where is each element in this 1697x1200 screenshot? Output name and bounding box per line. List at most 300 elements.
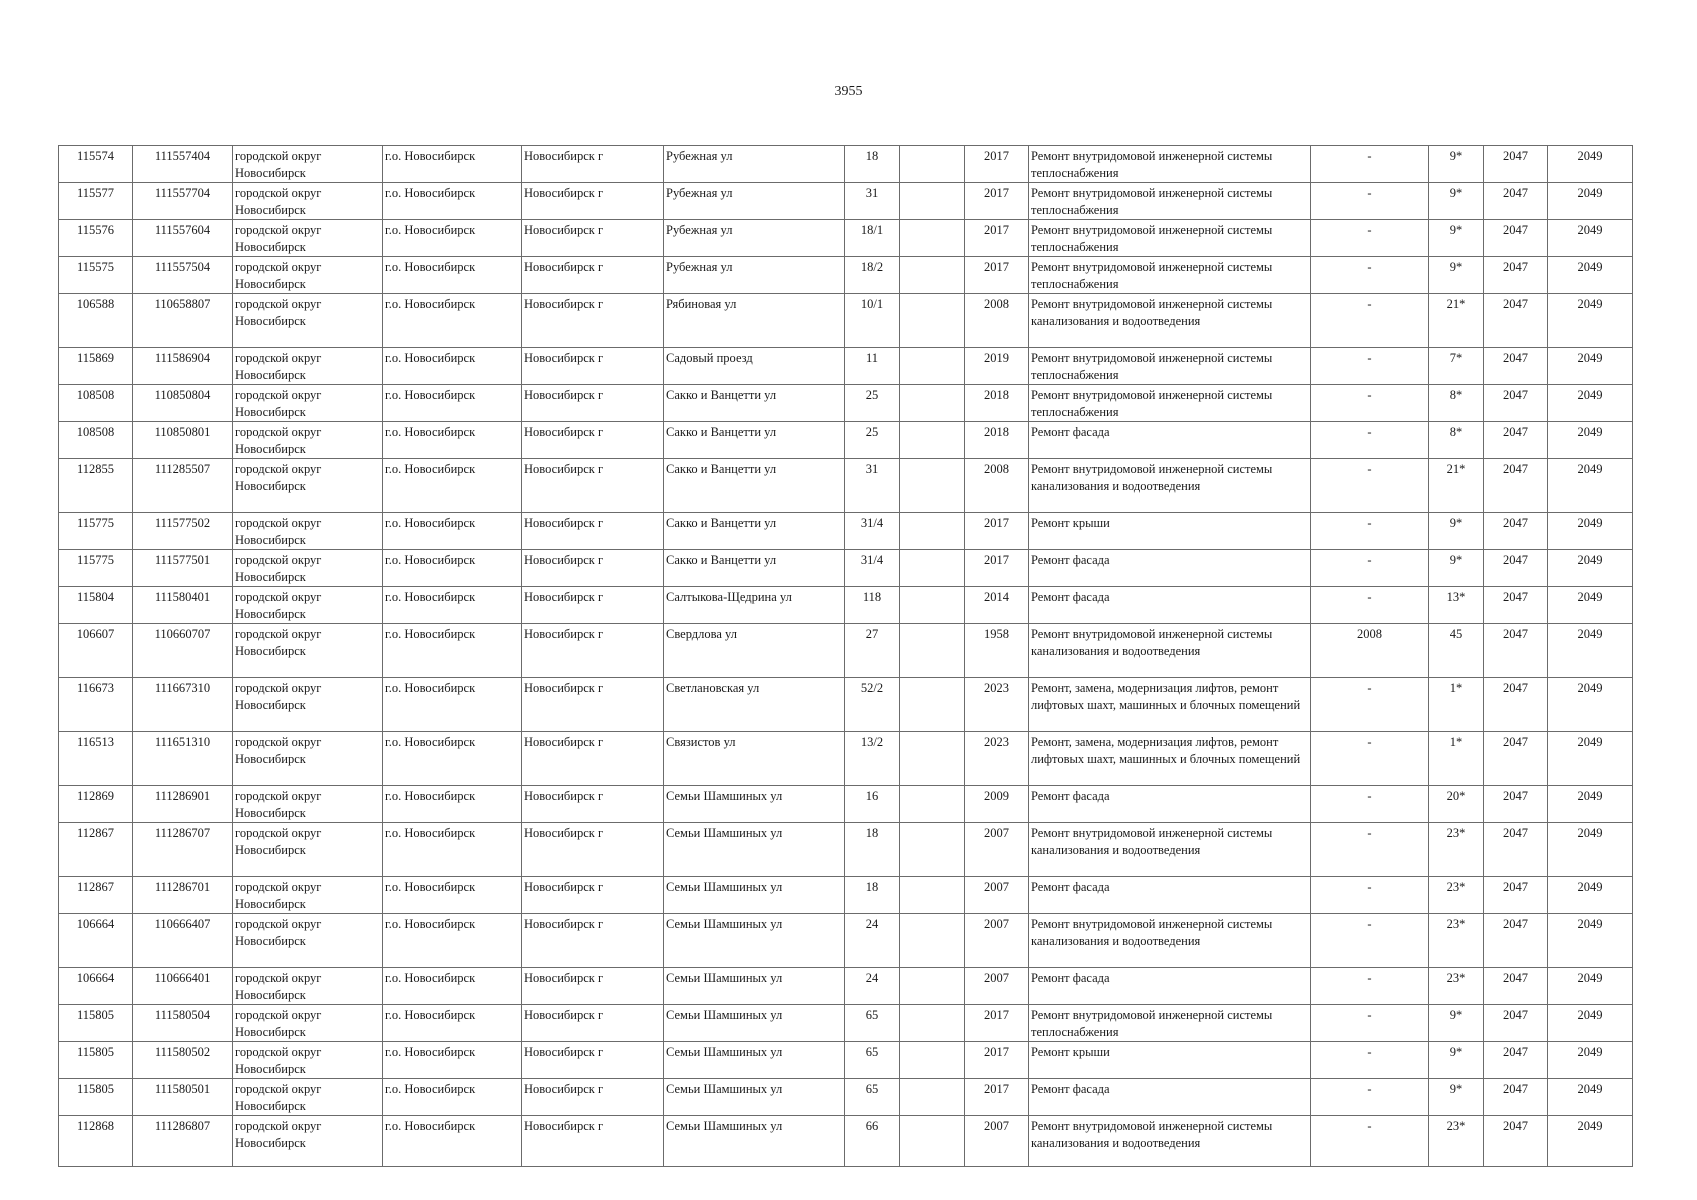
cell-city: Новосибирск г [522, 678, 664, 732]
cell-city: Новосибирск г [522, 914, 664, 968]
cell-start-year: 2047 [1484, 183, 1548, 220]
cell-municipality: г.о. Новосибирск [383, 422, 522, 459]
cell-id: 112867 [59, 877, 133, 914]
cell-municipality: г.о. Новосибирск [383, 914, 522, 968]
cell-id: 112867 [59, 823, 133, 877]
cell-district: городской округ Новосибирск [233, 587, 383, 624]
cell-municipality: г.о. Новосибирск [383, 550, 522, 587]
cell-district: городской округ Новосибирск [233, 385, 383, 422]
cell-work-type: Ремонт фасада [1029, 550, 1311, 587]
cell-street: Салтыкова-Щедрина ул [664, 587, 845, 624]
cell-end-year: 2049 [1548, 678, 1633, 732]
cell-end-year: 2049 [1548, 877, 1633, 914]
cell-code: 111286701 [133, 877, 233, 914]
cell-end-year: 2049 [1548, 146, 1633, 183]
cell-city: Новосибирск г [522, 294, 664, 348]
cell-year-built: 2018 [965, 422, 1029, 459]
cell-start-year: 2047 [1484, 968, 1548, 1005]
cell-id: 115574 [59, 146, 133, 183]
cell-start-year: 2047 [1484, 348, 1548, 385]
cell-last-repair: - [1311, 1079, 1429, 1116]
cell-street: Рубежная ул [664, 257, 845, 294]
cell-age: 9* [1429, 550, 1484, 587]
cell-code: 111580504 [133, 1005, 233, 1042]
cell-house: 18/1 [845, 220, 900, 257]
cell-empty [900, 257, 965, 294]
cell-district: городской округ Новосибирск [233, 786, 383, 823]
cell-district: городской округ Новосибирск [233, 877, 383, 914]
cell-work-type: Ремонт фасада [1029, 1079, 1311, 1116]
cell-city: Новосибирск г [522, 624, 664, 678]
cell-id: 115805 [59, 1042, 133, 1079]
cell-house: 18 [845, 146, 900, 183]
cell-last-repair: - [1311, 348, 1429, 385]
cell-id: 115869 [59, 348, 133, 385]
cell-age: 9* [1429, 1079, 1484, 1116]
cell-work-type: Ремонт фасада [1029, 968, 1311, 1005]
cell-id: 115775 [59, 513, 133, 550]
cell-house: 18 [845, 823, 900, 877]
cell-code: 110666407 [133, 914, 233, 968]
cell-work-type: Ремонт внутридомовой инженерной системы теплоснабжения [1029, 146, 1311, 183]
cell-year-built: 2019 [965, 348, 1029, 385]
cell-house: 24 [845, 914, 900, 968]
cell-municipality: г.о. Новосибирск [383, 459, 522, 513]
cell-empty [900, 146, 965, 183]
cell-code: 111286807 [133, 1116, 233, 1167]
cell-year-built: 2017 [965, 183, 1029, 220]
cell-district: городской округ Новосибирск [233, 678, 383, 732]
cell-street: Семьи Шамшиных ул [664, 823, 845, 877]
cell-start-year: 2047 [1484, 914, 1548, 968]
cell-last-repair: - [1311, 823, 1429, 877]
cell-year-built: 2017 [965, 1042, 1029, 1079]
cell-id: 108508 [59, 422, 133, 459]
cell-house: 65 [845, 1042, 900, 1079]
table-row [59, 732, 1633, 786]
table-row [59, 220, 1633, 257]
table-row [59, 678, 1633, 732]
cell-year-built: 2023 [965, 732, 1029, 786]
cell-code: 111286707 [133, 823, 233, 877]
cell-municipality: г.о. Новосибирск [383, 220, 522, 257]
cell-age: 1* [1429, 732, 1484, 786]
cell-empty [900, 1005, 965, 1042]
cell-last-repair: - [1311, 1116, 1429, 1167]
cell-start-year: 2047 [1484, 1079, 1548, 1116]
cell-code: 111580502 [133, 1042, 233, 1079]
cell-work-type: Ремонт внутридомовой инженерной системы теплоснабжения [1029, 183, 1311, 220]
cell-last-repair: - [1311, 732, 1429, 786]
cell-work-type: Ремонт внутридомовой инженерной системы канализования и водоотведения [1029, 294, 1311, 348]
cell-district: городской округ Новосибирск [233, 732, 383, 786]
cell-empty [900, 459, 965, 513]
cell-empty [900, 877, 965, 914]
cell-street: Рубежная ул [664, 220, 845, 257]
cell-end-year: 2049 [1548, 1042, 1633, 1079]
cell-end-year: 2049 [1548, 968, 1633, 1005]
cell-empty [900, 587, 965, 624]
cell-id: 115575 [59, 257, 133, 294]
cell-year-built: 2017 [965, 1005, 1029, 1042]
table-row [59, 348, 1633, 385]
cell-age: 8* [1429, 422, 1484, 459]
cell-work-type: Ремонт фасада [1029, 786, 1311, 823]
cell-age: 9* [1429, 257, 1484, 294]
cell-street: Рубежная ул [664, 183, 845, 220]
cell-street: Семьи Шамшиных ул [664, 968, 845, 1005]
table-row [59, 877, 1633, 914]
cell-district: городской округ Новосибирск [233, 513, 383, 550]
cell-district: городской округ Новосибирск [233, 294, 383, 348]
table-row [59, 1005, 1633, 1042]
cell-municipality: г.о. Новосибирск [383, 1042, 522, 1079]
cell-work-type: Ремонт внутридомовой инженерной системы теплоснабжения [1029, 348, 1311, 385]
cell-empty [900, 513, 965, 550]
cell-end-year: 2049 [1548, 1079, 1633, 1116]
cell-empty [900, 786, 965, 823]
cell-age: 9* [1429, 220, 1484, 257]
cell-last-repair: - [1311, 459, 1429, 513]
cell-id: 116513 [59, 732, 133, 786]
cell-municipality: г.о. Новосибирск [383, 624, 522, 678]
cell-last-repair: - [1311, 1005, 1429, 1042]
cell-code: 111577502 [133, 513, 233, 550]
cell-end-year: 2049 [1548, 587, 1633, 624]
cell-code: 111577501 [133, 550, 233, 587]
cell-end-year: 2049 [1548, 914, 1633, 968]
table-row [59, 1079, 1633, 1116]
cell-year-built: 2017 [965, 513, 1029, 550]
cell-year-built: 2017 [965, 550, 1029, 587]
cell-work-type: Ремонт фасада [1029, 422, 1311, 459]
cell-work-type: Ремонт внутридомовой инженерной системы теплоснабжения [1029, 257, 1311, 294]
cell-end-year: 2049 [1548, 786, 1633, 823]
cell-code: 111651310 [133, 732, 233, 786]
cell-municipality: г.о. Новосибирск [383, 1005, 522, 1042]
cell-district: городской округ Новосибирск [233, 624, 383, 678]
cell-work-type: Ремонт крыши [1029, 1042, 1311, 1079]
cell-municipality: г.о. Новосибирск [383, 1079, 522, 1116]
cell-house: 13/2 [845, 732, 900, 786]
cell-street: Семьи Шамшиных ул [664, 786, 845, 823]
cell-empty [900, 914, 965, 968]
cell-id: 106664 [59, 968, 133, 1005]
cell-start-year: 2047 [1484, 146, 1548, 183]
cell-empty [900, 823, 965, 877]
cell-age: 9* [1429, 183, 1484, 220]
cell-house: 18 [845, 877, 900, 914]
cell-municipality: г.о. Новосибирск [383, 587, 522, 624]
cell-city: Новосибирск г [522, 220, 664, 257]
cell-empty [900, 294, 965, 348]
cell-house: 31/4 [845, 550, 900, 587]
cell-id: 106588 [59, 294, 133, 348]
cell-last-repair: - [1311, 513, 1429, 550]
cell-municipality: г.о. Новосибирск [383, 385, 522, 422]
cell-empty [900, 1042, 965, 1079]
cell-end-year: 2049 [1548, 1005, 1633, 1042]
cell-empty [900, 183, 965, 220]
cell-start-year: 2047 [1484, 624, 1548, 678]
table-row [59, 146, 1633, 183]
cell-year-built: 2007 [965, 1116, 1029, 1167]
cell-year-built: 2014 [965, 587, 1029, 624]
cell-last-repair: - [1311, 220, 1429, 257]
cell-id: 106664 [59, 914, 133, 968]
cell-city: Новосибирск г [522, 823, 664, 877]
cell-street: Сакко и Ванцетти ул [664, 385, 845, 422]
cell-city: Новосибирск г [522, 385, 664, 422]
cell-municipality: г.о. Новосибирск [383, 348, 522, 385]
cell-street: Сакко и Ванцетти ул [664, 550, 845, 587]
cell-age: 23* [1429, 914, 1484, 968]
cell-street: Семьи Шамшиных ул [664, 1005, 845, 1042]
cell-district: городской округ Новосибирск [233, 220, 383, 257]
cell-house: 10/1 [845, 294, 900, 348]
cell-end-year: 2049 [1548, 385, 1633, 422]
cell-last-repair: - [1311, 257, 1429, 294]
cell-district: городской округ Новосибирск [233, 348, 383, 385]
cell-city: Новосибирск г [522, 1042, 664, 1079]
cell-code: 111286901 [133, 786, 233, 823]
cell-start-year: 2047 [1484, 1042, 1548, 1079]
cell-district: городской округ Новосибирск [233, 968, 383, 1005]
cell-end-year: 2049 [1548, 422, 1633, 459]
cell-house: 18/2 [845, 257, 900, 294]
cell-id: 108508 [59, 385, 133, 422]
table-row [59, 968, 1633, 1005]
cell-house: 52/2 [845, 678, 900, 732]
cell-end-year: 2049 [1548, 513, 1633, 550]
cell-start-year: 2047 [1484, 587, 1548, 624]
cell-empty [900, 968, 965, 1005]
cell-district: городской округ Новосибирск [233, 1079, 383, 1116]
cell-id: 115577 [59, 183, 133, 220]
cell-last-repair: - [1311, 678, 1429, 732]
cell-street: Рябиновая ул [664, 294, 845, 348]
cell-district: городской округ Новосибирск [233, 459, 383, 513]
cell-start-year: 2047 [1484, 513, 1548, 550]
cell-end-year: 2049 [1548, 823, 1633, 877]
cell-age: 23* [1429, 1116, 1484, 1167]
cell-code: 111580401 [133, 587, 233, 624]
cell-end-year: 2049 [1548, 550, 1633, 587]
cell-city: Новосибирск г [522, 1005, 664, 1042]
cell-code: 110660707 [133, 624, 233, 678]
cell-code: 111557704 [133, 183, 233, 220]
table-row [59, 183, 1633, 220]
cell-code: 111557604 [133, 220, 233, 257]
cell-house: 118 [845, 587, 900, 624]
table-row [59, 257, 1633, 294]
cell-street: Связистов ул [664, 732, 845, 786]
cell-house: 25 [845, 422, 900, 459]
cell-year-built: 2008 [965, 459, 1029, 513]
cell-id: 115805 [59, 1079, 133, 1116]
cell-age: 20* [1429, 786, 1484, 823]
cell-id: 112855 [59, 459, 133, 513]
table-row [59, 459, 1633, 513]
cell-start-year: 2047 [1484, 678, 1548, 732]
cell-city: Новосибирск г [522, 877, 664, 914]
cell-house: 65 [845, 1005, 900, 1042]
cell-district: городской округ Новосибирск [233, 823, 383, 877]
cell-city: Новосибирск г [522, 513, 664, 550]
cell-code: 110850804 [133, 385, 233, 422]
cell-city: Новосибирск г [522, 257, 664, 294]
cell-end-year: 2049 [1548, 732, 1633, 786]
cell-last-repair: - [1311, 294, 1429, 348]
cell-age: 45 [1429, 624, 1484, 678]
cell-code: 110850801 [133, 422, 233, 459]
cell-house: 11 [845, 348, 900, 385]
cell-empty [900, 348, 965, 385]
cell-municipality: г.о. Новосибирск [383, 257, 522, 294]
cell-code: 111667310 [133, 678, 233, 732]
cell-district: городской округ Новосибирск [233, 183, 383, 220]
cell-district: городской округ Новосибирск [233, 257, 383, 294]
cell-year-built: 2007 [965, 914, 1029, 968]
cell-age: 9* [1429, 146, 1484, 183]
cell-age: 9* [1429, 1005, 1484, 1042]
cell-city: Новосибирск г [522, 968, 664, 1005]
cell-code: 111285507 [133, 459, 233, 513]
cell-municipality: г.о. Новосибирск [383, 513, 522, 550]
cell-age: 23* [1429, 877, 1484, 914]
cell-id: 115775 [59, 550, 133, 587]
cell-work-type: Ремонт внутридомовой инженерной системы канализования и водоотведения [1029, 914, 1311, 968]
cell-district: городской округ Новосибирск [233, 1005, 383, 1042]
cell-start-year: 2047 [1484, 459, 1548, 513]
cell-id: 115805 [59, 1005, 133, 1042]
cell-year-built: 2017 [965, 146, 1029, 183]
cell-city: Новосибирск г [522, 183, 664, 220]
cell-work-type: Ремонт внутридомовой инженерной системы канализования и водоотведения [1029, 1116, 1311, 1167]
cell-end-year: 2049 [1548, 257, 1633, 294]
table-row [59, 624, 1633, 678]
cell-start-year: 2047 [1484, 786, 1548, 823]
cell-street: Сакко и Ванцетти ул [664, 459, 845, 513]
table-row [59, 1116, 1633, 1167]
cell-municipality: г.о. Новосибирск [383, 183, 522, 220]
cell-last-repair: - [1311, 422, 1429, 459]
cell-work-type: Ремонт, замена, модернизация лифтов, ремонт лифтовых шахт, машинных и блочных помещений [1029, 732, 1311, 786]
cell-municipality: г.о. Новосибирск [383, 146, 522, 183]
cell-street: Сакко и Ванцетти ул [664, 422, 845, 459]
cell-id: 106607 [59, 624, 133, 678]
cell-year-built: 2008 [965, 294, 1029, 348]
cell-work-type: Ремонт внутридомовой инженерной системы канализования и водоотведения [1029, 823, 1311, 877]
cell-age: 21* [1429, 294, 1484, 348]
cell-house: 24 [845, 968, 900, 1005]
cell-empty [900, 1079, 965, 1116]
cell-age: 8* [1429, 385, 1484, 422]
cell-start-year: 2047 [1484, 220, 1548, 257]
cell-id: 115804 [59, 587, 133, 624]
cell-city: Новосибирск г [522, 732, 664, 786]
cell-age: 1* [1429, 678, 1484, 732]
cell-work-type: Ремонт фасада [1029, 877, 1311, 914]
cell-start-year: 2047 [1484, 422, 1548, 459]
cell-work-type: Ремонт внутридомовой инженерной системы канализования и водоотведения [1029, 624, 1311, 678]
cell-house: 16 [845, 786, 900, 823]
cell-last-repair: - [1311, 183, 1429, 220]
cell-district: городской округ Новосибирск [233, 550, 383, 587]
cell-start-year: 2047 [1484, 877, 1548, 914]
cell-empty [900, 678, 965, 732]
cell-municipality: г.о. Новосибирск [383, 294, 522, 348]
cell-last-repair: 2008 [1311, 624, 1429, 678]
cell-work-type: Ремонт внутридомовой инженерной системы теплоснабжения [1029, 220, 1311, 257]
cell-age: 23* [1429, 823, 1484, 877]
cell-street: Садовый проезд [664, 348, 845, 385]
cell-empty [900, 550, 965, 587]
cell-start-year: 2047 [1484, 550, 1548, 587]
cell-street: Семьи Шамшиных ул [664, 877, 845, 914]
cell-end-year: 2049 [1548, 183, 1633, 220]
cell-year-built: 2017 [965, 257, 1029, 294]
cell-age: 9* [1429, 513, 1484, 550]
cell-last-repair: - [1311, 146, 1429, 183]
repair-schedule-table [58, 145, 1633, 1167]
cell-end-year: 2049 [1548, 624, 1633, 678]
cell-empty [900, 732, 965, 786]
cell-district: городской округ Новосибирск [233, 1042, 383, 1079]
cell-year-built: 1958 [965, 624, 1029, 678]
cell-start-year: 2047 [1484, 1005, 1548, 1042]
table-row [59, 385, 1633, 422]
table-row [59, 422, 1633, 459]
table-row [59, 823, 1633, 877]
cell-city: Новосибирск г [522, 1079, 664, 1116]
cell-code: 111586904 [133, 348, 233, 385]
cell-last-repair: - [1311, 550, 1429, 587]
cell-code: 110658807 [133, 294, 233, 348]
cell-house: 31 [845, 183, 900, 220]
cell-year-built: 2017 [965, 1079, 1029, 1116]
cell-id: 112868 [59, 1116, 133, 1167]
cell-city: Новосибирск г [522, 587, 664, 624]
cell-empty [900, 422, 965, 459]
table-row [59, 1042, 1633, 1079]
table-row [59, 550, 1633, 587]
table-row [59, 513, 1633, 550]
table-row [59, 914, 1633, 968]
cell-code: 111557404 [133, 146, 233, 183]
table-row [59, 786, 1633, 823]
cell-start-year: 2047 [1484, 385, 1548, 422]
cell-house: 31/4 [845, 513, 900, 550]
cell-start-year: 2047 [1484, 732, 1548, 786]
cell-street: Сакко и Ванцетти ул [664, 513, 845, 550]
cell-start-year: 2047 [1484, 823, 1548, 877]
cell-year-built: 2007 [965, 877, 1029, 914]
cell-last-repair: - [1311, 786, 1429, 823]
page-number: 3955 [834, 84, 863, 99]
cell-id: 112869 [59, 786, 133, 823]
table-row [59, 587, 1633, 624]
cell-street: Рубежная ул [664, 146, 845, 183]
cell-work-type: Ремонт внутридомовой инженерной системы канализования и водоотведения [1029, 459, 1311, 513]
cell-last-repair: - [1311, 968, 1429, 1005]
cell-district: городской округ Новосибирск [233, 422, 383, 459]
cell-work-type: Ремонт фасада [1029, 587, 1311, 624]
cell-empty [900, 1116, 965, 1167]
cell-house: 66 [845, 1116, 900, 1167]
cell-year-built: 2007 [965, 968, 1029, 1005]
cell-city: Новосибирск г [522, 348, 664, 385]
